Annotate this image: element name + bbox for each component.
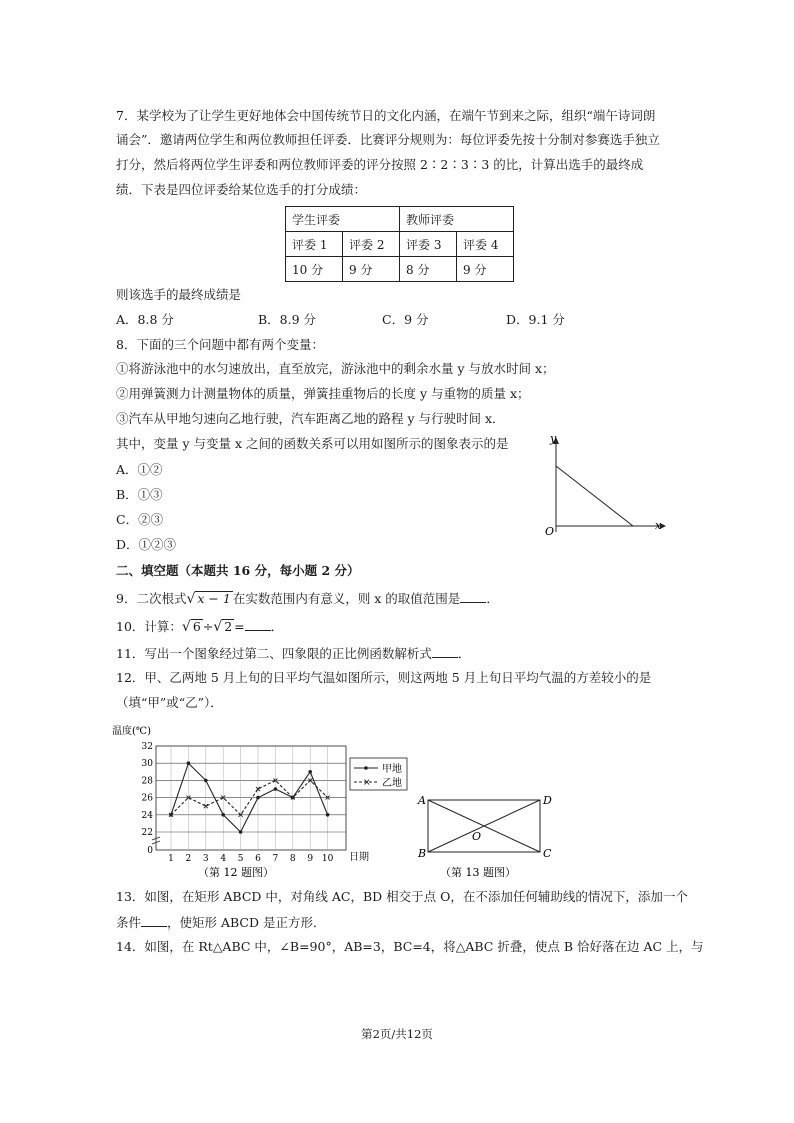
chart-x-tick-label: 6 xyxy=(255,854,261,864)
chart-point xyxy=(256,796,260,800)
score-table xyxy=(285,206,514,282)
q12-line-1: 12．甲、乙两地 5 月上旬的日平均气温如图所示，则这两地 5 月上旬日平均气温的方差较小的是 xyxy=(116,670,652,685)
q12-temperature-chart xyxy=(110,718,410,880)
chart-y-tick-label: 22 xyxy=(141,828,153,838)
q8-option-a: A．①② xyxy=(116,462,163,477)
q7-line-3: 打分，然后将两位学生评委和两位教师评委的评分按照 2∶2∶3∶3 的比，计算出选手的最终成 xyxy=(116,157,644,172)
table-cell: 10 分 xyxy=(286,257,343,282)
q12-line-2: （填“甲”或“乙”）． xyxy=(116,695,223,710)
table-cell: 评委 4 xyxy=(457,232,514,257)
legend-label-yi: 乙地 xyxy=(382,778,402,789)
chart-x-axis-title: 日期 xyxy=(349,852,369,863)
svg-text:C: C xyxy=(543,847,552,860)
table-row xyxy=(286,207,514,232)
page-footer: 第2页/共12页 xyxy=(361,1027,433,1041)
q7-option-d: D．9.1 分 xyxy=(506,312,565,327)
chart-point xyxy=(187,761,191,765)
svg-text:B: B xyxy=(418,847,427,860)
q13-line-1: 13．如图，在矩形 ABCD 中，对角线 AC，BD 相交于点 O，在不添加任何辅助线的情况下，添加一个 xyxy=(116,889,688,904)
svg-text:O: O xyxy=(472,830,482,843)
chart-y-tick-label: 24 xyxy=(141,810,153,821)
q14-line-1: 14．如图，在 Rt△ABC 中，∠B=90°，AB=3，BC=4，将△ABC 折叠，使点 B 恰好落在边 AC 上，与 xyxy=(116,939,704,954)
chart-point xyxy=(326,813,330,817)
table-cell: 评委 1 xyxy=(286,232,343,257)
q13-rectangle-figure xyxy=(410,788,560,880)
table-header-teachers: 教师评委 xyxy=(400,207,514,232)
chart-point xyxy=(239,830,243,834)
chart-x-tick-label: 3 xyxy=(202,854,209,864)
chart-y-tick-label: 26 xyxy=(141,793,153,804)
table-header-students: 学生评委 xyxy=(286,207,400,232)
chart-x-tick-label: 7 xyxy=(272,854,279,864)
chart-x-tick-label: 2 xyxy=(185,854,192,864)
chart-y-tick-label: 28 xyxy=(141,776,153,787)
chart-point xyxy=(274,787,278,791)
svg-text:A: A xyxy=(418,794,426,807)
q7-question: 则该选手的最终成绩是 xyxy=(116,287,242,302)
svg-text:D: D xyxy=(543,794,552,807)
chart-x-tick-label: 4 xyxy=(220,854,227,864)
q8-item-3: ③汽车从甲地匀速向乙地行驶，汽车距离乙地的路程 y 与行驶时间 x． xyxy=(116,411,505,426)
q8-line-1: 8．下面的三个问题中都有两个变量： xyxy=(116,337,324,352)
q8-item-1: ①将游泳池中的水匀速放出，直至放完，游泳池中的剩余水量 y 与放水时间 x； xyxy=(116,361,555,376)
q12-caption: （第 12 题图） xyxy=(198,866,274,879)
q9-pre: 9．二次根式 xyxy=(116,591,187,606)
chart-y-tick-label: 0 xyxy=(147,846,153,856)
q7-line-2: 诵会”．邀请两位学生和两位教师担任评委．比赛评分规则为：每位评委先按十分制对参赛选手独立 xyxy=(116,132,660,147)
q10-pre: 10．计算： xyxy=(116,619,182,634)
table-cell: 评委 2 xyxy=(343,232,400,257)
q13-caption: （第 13 题图） xyxy=(440,866,516,879)
q7-option-a: A．8.8 分 xyxy=(116,312,174,327)
q9-radicand: x − 1 xyxy=(197,591,231,606)
q9-line: 9．二次根式√ x − 1 在实数范围内有意义，则 x 的取值范围是 ． xyxy=(116,591,499,607)
table-row xyxy=(286,232,514,257)
q10-line: 10．计算：√ 6 ÷√ 2 = ． xyxy=(116,619,284,635)
q8-graph-line xyxy=(556,466,633,526)
chart-point xyxy=(308,770,312,774)
table-cell: 9 分 xyxy=(343,257,400,282)
chart-x-tick-label: 9 xyxy=(307,854,314,864)
q9-answer-blank xyxy=(460,590,486,603)
q8-option-c: C．②③ xyxy=(116,512,164,527)
chart-y-tick-label: 30 xyxy=(141,759,153,770)
q8-question: 其中，变量 y 与变量 x 之间的函数关系可以用如图所示的图象表示的是 xyxy=(116,436,509,451)
q11-answer-blank xyxy=(432,645,458,658)
q7-line-1: 7．某学校为了让学生更好地体会中国传统节日的文化内涵，在端午节到来之际，组织“端午诗词朗 xyxy=(116,108,656,123)
table-cell: 评委 3 xyxy=(400,232,457,257)
q8-item-2: ②用弹簧测力计测量物体的质量，弹簧挂重物后的长度 y 与重物的质量 x； xyxy=(116,386,530,401)
chart-y-axis-title: 温度(℃) xyxy=(112,726,151,737)
q8-origin-label: O xyxy=(545,525,555,538)
chart-x-tick-label: 8 xyxy=(289,854,296,864)
chart-plot-frame xyxy=(156,746,346,850)
q13-answer-blank xyxy=(141,914,167,927)
q8-option-b: B．①③ xyxy=(116,487,163,502)
table-cell: 8 分 xyxy=(400,257,457,282)
q10-answer-blank xyxy=(245,618,271,631)
q11-line: 11．写出一个图象经过第二、四象限的正比例函数解析式 ． xyxy=(116,646,471,661)
q8-x-label: x xyxy=(655,519,662,532)
chart-point xyxy=(204,779,208,783)
svg-text:×: × xyxy=(363,778,371,788)
chart-y-tick-label: 32 xyxy=(141,742,153,752)
legend-label-jia: 甲地 xyxy=(382,764,402,775)
chart-x-tick-label: 5 xyxy=(237,854,244,864)
q13-line-2: 条件 ，使矩形 ABCD 是正方形． xyxy=(116,915,326,930)
section-2-heading: 二、填空题（本题共 16 分，每小题 2 分） xyxy=(116,563,360,578)
q8-option-d: D．①②③ xyxy=(116,537,177,552)
q7-option-b: B．8.9 分 xyxy=(258,312,317,327)
chart-x-tick-label: 1 xyxy=(168,854,174,864)
chart-x-tick-label: 10 xyxy=(321,854,334,864)
q8-graph xyxy=(536,428,670,540)
q9-post: 在实数范围内有意义，则 x 的取值范围是 xyxy=(232,591,461,606)
q7-line-4: 绩．下表是四位评委给某位选手的打分成绩： xyxy=(116,182,367,197)
q7-option-c: C．9 分 xyxy=(382,312,429,327)
q8-y-label: y xyxy=(550,432,557,445)
table-cell: 9 分 xyxy=(457,257,514,282)
chart-point xyxy=(221,813,225,817)
table-row xyxy=(286,257,514,282)
